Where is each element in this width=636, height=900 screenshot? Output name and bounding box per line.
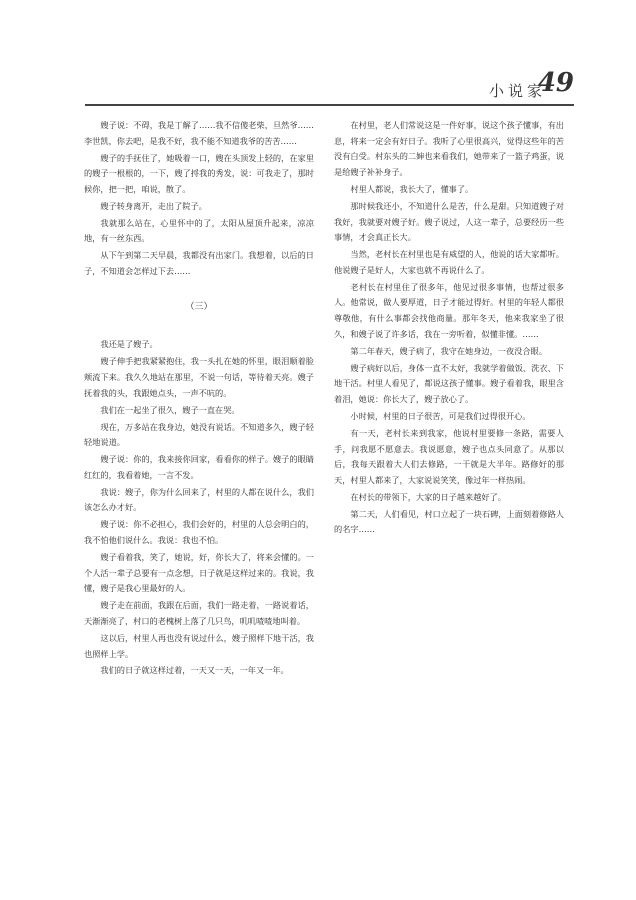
page-header xyxy=(0,0,636,110)
paragraph: 嫂子说：你不必担心，我们会好的，村里的人总会明白的，我不怕他们说什么。我说：我也不怕。 xyxy=(84,519,314,546)
paragraph: 嫂子看着我，笑了，她说，好，你长大了，将来会懂的。一个人活一辈子总要有一点念想，日子就是这样过来的。我说，我懂，嫂子是我心里最好的人。 xyxy=(84,551,314,594)
paragraph: 嫂子伸手把我紧紧抱住，我一头扎在她的怀里，眼泪顺着脸颊流下来。我久久地站在那里，不说一句话，等待着天亮。嫂子抚着我的头，我跟她点头，一声不吭的。 xyxy=(84,356,314,398)
paragraph: 小时候，村里的日子很苦，可是我们过得很开心。 xyxy=(350,410,531,421)
paragraph: 嫂子说：不碍，我是丁解了……我不信傻老柴，旦然爷……李世凯，你去吧，是我不好，我不能不知道我爷的苦苦…… xyxy=(84,120,314,146)
header-rule xyxy=(85,104,574,106)
page-number: 49 xyxy=(537,68,574,98)
paragraph: 第二天，人们看见，村口立起了一块石碑，上面刻着修路人的名字…… xyxy=(334,508,564,535)
paragraph: 嫂子走在前面，我跟在后面，我们一路走着，一路说着话，天渐渐亮了，村口的老槐树上落了几只鸟，叽叽喳喳地叫着。 xyxy=(84,600,314,626)
paragraph: 在村里，老人们常说这是一件好事，说这个孩子懂事，有出息，将来一定会有好日子。我听了心里很高兴，觉得这些年的苦没有白受。村东头的二婶也来看我们，她带来了一篮子鸡蛋，说是给嫂子补补身子。 xyxy=(334,120,564,178)
right-column xyxy=(334,118,564,888)
paragraph: 嫂子转身离开，走出了院子。 xyxy=(100,200,207,211)
paragraph: 现在，万多站在我身边，她没有说话。不知道多久，嫂子轻轻地说道。 xyxy=(84,421,314,448)
paragraph: 当然，老村长在村里也是有威望的人，他说的话大家都听。他说嫂子是好人，大家也就不再说什么了。 xyxy=(334,249,564,275)
paragraph: 嫂子的手抚住了，她吸着一口，嫂在头顶发上轻的，在家里的嫂子一根根的，一下，嫂了捋我的秀发，说：可我走了，那时候你，把一把，咱说，散了。 xyxy=(84,152,314,194)
left-column xyxy=(84,118,314,888)
paragraph: 我就那么站在，心里怀中的了，太阳从屋顶升起来，凉凉地，有一丝东西。 xyxy=(84,217,314,244)
paragraph: 嫂子病好以后，身体一直不太好，我就学着做饭、洗衣、下地干活。村里人看见了，都说这孩子懂事。嫂子看着我，眼里含着泪，她说：你长大了，嫂子放心了。 xyxy=(334,362,564,405)
paragraph: 有一天，老村长来到我家，他说村里要修一条路，需要人手，问我愿不愿意去。我说愿意，嫂子也点头同意了。从那以后，我每天跟着大人们去修路，一干就是大半年。路修好的那天，村里人都来了，大家说说笑笑，像过年一样热闹。 xyxy=(334,427,564,485)
section-heading: （三） xyxy=(185,301,213,312)
paragraph: 第二年春天，嫂子病了，我守在她身边，一夜没合眼。 xyxy=(350,345,547,356)
paragraph: 这以后，村里人再也没有说过什么，嫂子照样下地干活，我也照样上学。 xyxy=(84,632,314,659)
magazine-title: 小说家 xyxy=(488,82,546,100)
paragraph: 嫂子说：你的，我来接你回家，看看你的样子。嫂子的眼睛红红的，我看着她，一言不发。 xyxy=(84,454,314,480)
paragraph: 我还是了嫂子。 xyxy=(100,339,158,350)
paragraph: 老村长在村里住了很多年，他见过很多事情，也帮过很多人。他常说，做人要厚道，日子才能过得好。村里的年轻人都很尊敬他，有什么事都会找他商量。那年冬天，他来我家坐了很久，和嫂子说了许多话，我在一旁听着，似懂非懂。…… xyxy=(334,281,564,339)
paragraph: 村里人都说，我长大了，懂事了。 xyxy=(350,184,474,194)
paragraph: 我们的日子就这样过着，一天又一天，一年又一年。 xyxy=(100,665,289,676)
paragraph: 那时候我还小，不知道什么是苦，什么是甜。只知道嫂子对我好，我就要对嫂子好。嫂子说过，人这一辈子，总要经历一些事情，才会真正长大。 xyxy=(334,200,564,243)
paragraph: 我说：嫂子，你为什么回来了，村里的人都在说什么，我们该怎么办才好。 xyxy=(84,486,314,513)
paragraph: 从下午到第二天早晨，我都没有出家门。我想着，以后的日子，不知道会怎样过下去…… xyxy=(84,250,314,277)
paragraph: 在村长的带领下，大家的日子越来越好了。 xyxy=(350,491,506,502)
paragraph: 我们在一起坐了很久，嫂子一直在哭。 xyxy=(100,404,240,415)
